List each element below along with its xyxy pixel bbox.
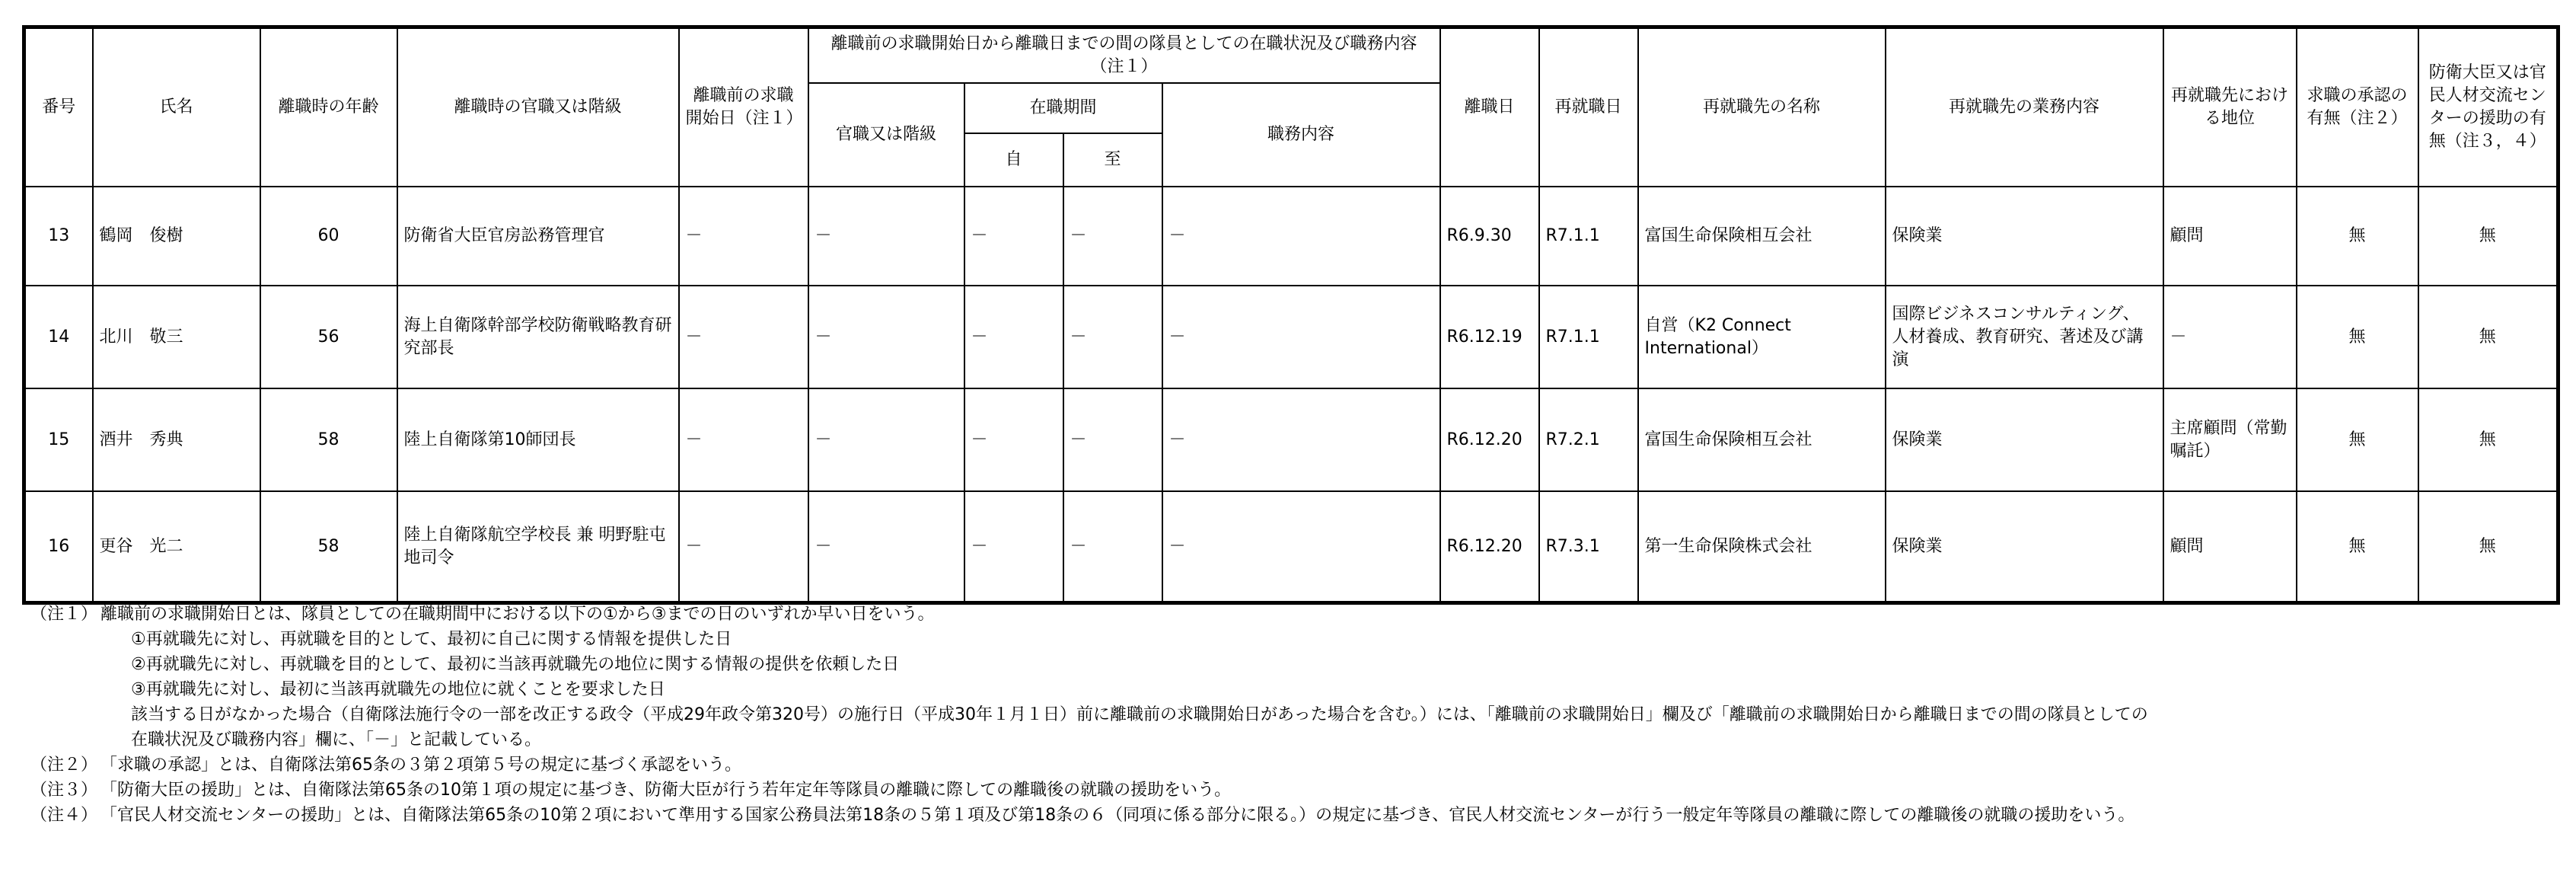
cell-position: 海上自衛隊幹部学校防衛戦略教育研究部長 [397, 286, 679, 388]
note-2-label: （注２） [30, 756, 98, 775]
cell-new-position: 顧問 [2163, 491, 2297, 603]
cell-no: 15 [24, 388, 93, 491]
note-3-label: （注３） [30, 781, 98, 800]
cell-no: 16 [24, 491, 93, 603]
note-2 [30, 752, 2558, 778]
cell-employer: 第一生命保険株式会社 [1638, 491, 1886, 603]
cell-duties: － [1162, 187, 1440, 286]
cell-retire-date: R6.12.20 [1440, 388, 1539, 491]
cell-period-from: － [964, 286, 1063, 388]
cell-duties: － [1162, 388, 1440, 491]
note-3-text: 「防衛大臣の援助」とは、自衛隊法第65条の10第１項の規定に基づき、防衛大臣が行う若年定年等隊員の離職に際しての離職後の就職の援助をいう。 [100, 781, 1232, 800]
note-1-item-1: ①再就職先に対し、再就職を目的として、最初に自己に関する情報を提供した日 [131, 630, 732, 649]
note-4-label: （注４） [30, 806, 98, 825]
cell-position: 陸上自衛隊第10師団長 [397, 388, 679, 491]
cell-new-position: 顧問 [2163, 187, 2297, 286]
cell-age: 58 [260, 491, 397, 603]
note-4-text: 「官民人材交流センターの援助」とは、自衛隊法第65条の10第２項において準用する国家公務員法第18条の５第１項及び第18条の６（同項に係る部分に限る。）の規定に基づき、官民人材交流センターが行う一般定年等隊員の離職に際しての離職後の就職の援助をいう。 [100, 806, 2135, 825]
cell-business: 保険業 [1886, 491, 2163, 603]
table-row [24, 388, 2558, 491]
header-position: 離職時の官職又は階級 [397, 27, 679, 187]
cell-approval: 無 [2297, 388, 2418, 491]
header-age: 離職時の年齢 [260, 27, 397, 187]
cell-assistance: 無 [2418, 187, 2558, 286]
header-assistance: 防衛大臣又は官民人材交流センターの援助の有無（注３，４） [2418, 27, 2558, 187]
header-retire-date: 離職日 [1440, 27, 1539, 187]
cell-retire-date: R6.12.19 [1440, 286, 1539, 388]
cell-period-from: － [964, 388, 1063, 491]
header-duties: 職務内容 [1162, 83, 1440, 187]
note-2-text: 「求職の承認」とは、自衛隊法第65条の３第２項第５号の規定に基づく承認をいう。 [100, 756, 741, 775]
note-1 [30, 602, 2558, 627]
cell-name: 更谷 光二 [93, 491, 260, 603]
header-no: 番号 [24, 27, 93, 187]
header-period-from: 自 [964, 133, 1063, 187]
footnotes [30, 602, 2558, 828]
note-1-label: （注１） [30, 605, 98, 624]
cell-job-search-start: － [679, 286, 808, 388]
cell-reemploy-date: R7.1.1 [1539, 286, 1638, 388]
cell-name: 鶴岡 俊樹 [93, 187, 260, 286]
cell-job-search-start: － [679, 187, 808, 286]
note-1-extra-2: 在職状況及び職務内容」欄に、「－」と記載している。 [131, 730, 542, 749]
cell-assistance: 無 [2418, 388, 2558, 491]
cell-status-position: － [808, 187, 964, 286]
cell-job-search-start: － [679, 491, 808, 603]
cell-period-from: － [964, 491, 1063, 603]
header-approval: 求職の承認の有無（注２） [2297, 27, 2418, 187]
cell-no: 13 [24, 187, 93, 286]
cell-age: 56 [260, 286, 397, 388]
cell-job-search-start: － [679, 388, 808, 491]
header-employer: 再就職先の名称 [1638, 27, 1886, 187]
cell-name: 北川 敬三 [93, 286, 260, 388]
cell-age: 60 [260, 187, 397, 286]
cell-duties: － [1162, 491, 1440, 603]
header-period: 在職期間 [964, 83, 1162, 133]
cell-position: 陸上自衛隊航空学校長 兼 明野駐屯地司令 [397, 491, 679, 603]
cell-employer: 自営（K2 Connect International） [1638, 286, 1886, 388]
note-3 [30, 778, 2558, 803]
cell-reemploy-date: R7.2.1 [1539, 388, 1638, 491]
cell-period-to: － [1063, 491, 1162, 603]
cell-age: 58 [260, 388, 397, 491]
cell-new-position: － [2163, 286, 2297, 388]
header-business: 再就職先の業務内容 [1886, 27, 2163, 187]
cell-reemploy-date: R7.1.1 [1539, 187, 1638, 286]
cell-period-to: － [1063, 388, 1162, 491]
cell-status-position: － [808, 286, 964, 388]
cell-status-position: － [808, 491, 964, 603]
table-row [24, 491, 2558, 603]
note-1-text: 離職前の求職開始日とは、隊員としての在職期間中における以下の①から③までの日のいずれか早い日をいう。 [100, 605, 935, 624]
cell-assistance: 無 [2418, 491, 2558, 603]
table-row [24, 187, 2558, 286]
cell-position: 防衛省大臣官房訟務管理官 [397, 187, 679, 286]
cell-approval: 無 [2297, 491, 2418, 603]
cell-approval: 無 [2297, 187, 2418, 286]
cell-new-position: 主席顧問（常勤嘱託） [2163, 388, 2297, 491]
header-status-position: 官職又は階級 [808, 83, 964, 187]
header-period-to: 至 [1063, 133, 1162, 187]
cell-period-from: － [964, 187, 1063, 286]
cell-approval: 無 [2297, 286, 2418, 388]
cell-duties: － [1162, 286, 1440, 388]
header-job-search-start: 離職前の求職開始日（注１） [679, 27, 808, 187]
note-1-item-2: ②再就職先に対し、再就職を目的として、最初に当該再就職先の地位に関する情報の提供を依頼した日 [131, 655, 900, 674]
note-4 [30, 803, 2558, 828]
cell-business: 保険業 [1886, 187, 2163, 286]
cell-employer: 富国生命保険相互会社 [1638, 187, 1886, 286]
cell-period-to: － [1063, 187, 1162, 286]
note-1-extra-1: 該当する日がなかった場合（自衛隊法施行令の一部を改正する政令（平成29年政令第320号）の施行日（平成30年１月１日）前に離職前の求職開始日があった場合を含む。）には、「離職前の求職開始日」欄及び「離職前の求職開始日から離職日までの間の隊員としての [131, 705, 2148, 724]
cell-employer: 富国生命保険相互会社 [1638, 388, 1886, 491]
reemployment-table [22, 25, 2560, 605]
cell-name: 酒井 秀典 [93, 388, 260, 491]
cell-assistance: 無 [2418, 286, 2558, 388]
cell-business: 国際ビジネスコンサルティング、人材養成、教育研究、著述及び講演 [1886, 286, 2163, 388]
cell-retire-date: R6.9.30 [1440, 187, 1539, 286]
cell-status-position: － [808, 388, 964, 491]
header-new-position: 再就職先における地位 [2163, 27, 2297, 187]
header-name: 氏名 [93, 27, 260, 187]
header-status-group: 離職前の求職開始日から離職日までの間の隊員としての在職状況及び職務内容（注１） [808, 27, 1440, 84]
cell-reemploy-date: R7.3.1 [1539, 491, 1638, 603]
cell-no: 14 [24, 286, 93, 388]
reemployment-table-container [22, 25, 2556, 605]
cell-business: 保険業 [1886, 388, 2163, 491]
header-reemploy-date: 再就職日 [1539, 27, 1638, 187]
cell-retire-date: R6.12.20 [1440, 491, 1539, 603]
table-row [24, 286, 2558, 388]
note-1-item-3: ③再就職先に対し、最初に当該再就職先の地位に就くことを要求した日 [131, 680, 665, 699]
cell-period-to: － [1063, 286, 1162, 388]
